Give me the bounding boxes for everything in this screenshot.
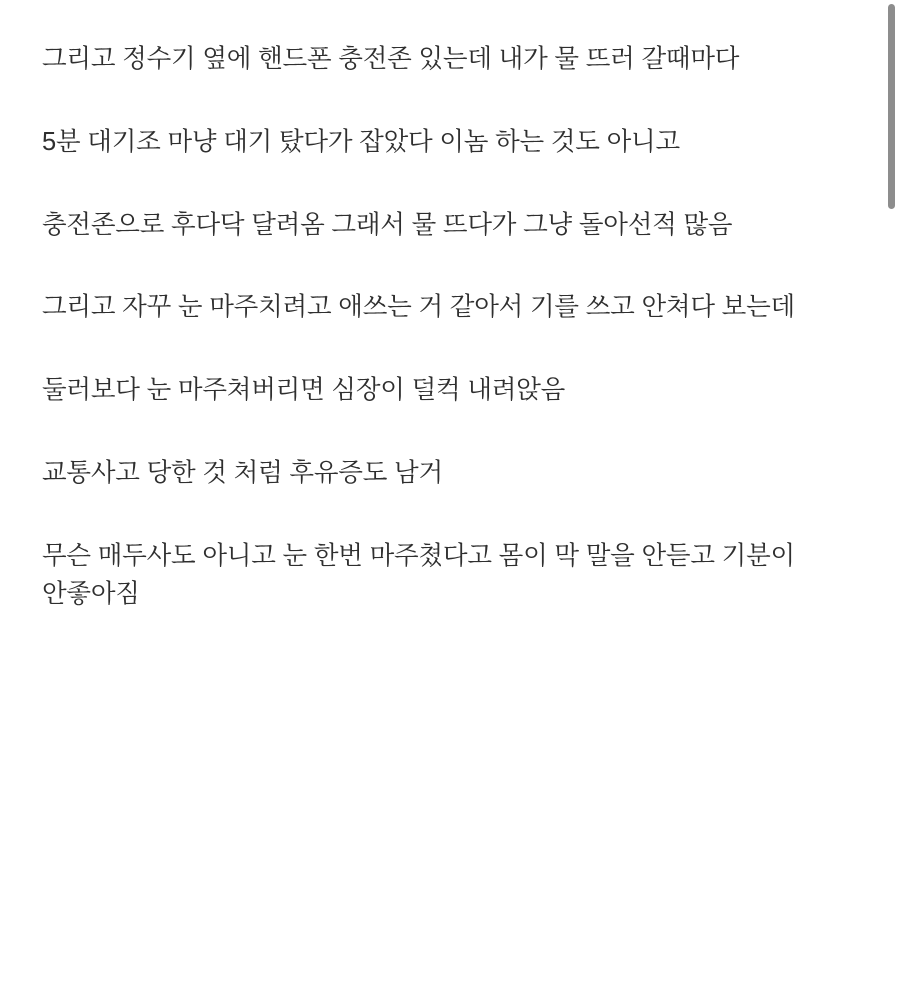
paragraph: 둘러보다 눈 마주쳐버리면 심장이 덜컥 내려앉음 [42,376,566,404]
paragraph: 충전존으로 후다닥 달려옴 그래서 물 뜨다가 그냥 돌아선적 많음 [42,210,733,239]
paragraph: 그리고 자꾸 눈 마주치려고 애쓰는 거 같아서 기를 쓰고 안쳐다 보는데 [42,293,795,322]
paragraph: 5분 대기조 마냥 대기 탔다가 잡았다 이놈 하는 것도 아니고 [42,127,680,156]
paragraph: 그리고 정수기 옆에 핸드폰 충전존 있는데 내가 물 뜨러 갈때마다 [42,45,740,73]
paragraph: 무슨 매두사도 아니고 눈 한번 마주쳤다고 몸이 막 말을 안듣고 기분이 안좋아짐 [42,541,802,609]
scrollbar-thumb[interactable] [888,4,895,209]
vertical-scrollbar[interactable] [880,0,900,986]
paragraph: 교통사고 당한 것 처럼 후유증도 남거 [42,458,443,487]
